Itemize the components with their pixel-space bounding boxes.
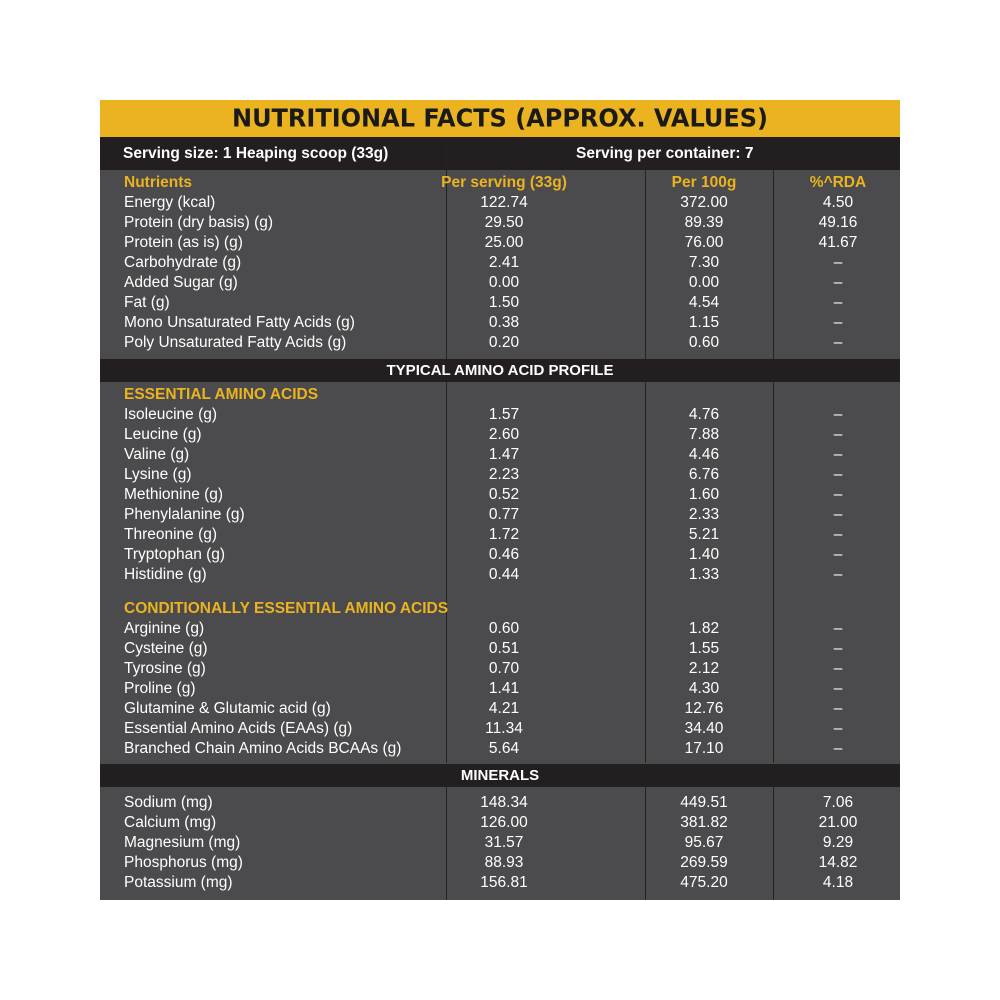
table-row [100,445,900,465]
rda-value: 4.50 [822,194,854,211]
rda-value: – [833,740,843,757]
table-row [100,525,900,545]
table-row [100,465,900,485]
per-serving-value: 1.57 [488,406,520,423]
rda-value: – [833,294,843,311]
per-100g-value: 0.60 [688,334,720,351]
per-serving-column-header: Per serving (33g) [441,174,567,191]
rda-value: – [833,314,843,331]
nutrient-name: Magnesium (mg) [124,834,241,851]
table-row [100,545,900,565]
table-row [100,813,900,833]
table-row [100,619,900,639]
nutrients-column-header: Nutrients [124,174,193,191]
nutrient-name: Protein (as is) (g) [124,234,243,251]
per-serving-value: 0.44 [488,566,520,583]
page-title: NUTRITIONAL FACTS (APPROX. VALUES) [100,100,900,138]
table-row [100,833,900,853]
per-100g-value: 4.30 [688,680,720,697]
per-serving-value: 122.74 [480,194,528,211]
serving-info-bar [100,137,900,170]
rda-value: – [833,700,843,717]
rda-value: – [833,406,843,423]
conditional-amino-acids-heading: CONDITIONALLY ESSENTIAL AMINO ACIDS [124,600,449,617]
minerals-section-bar: MINERALS [100,764,900,787]
table-row [100,273,900,293]
nutrient-name: Histidine (g) [124,566,207,583]
nutrient-name: Leucine (g) [124,426,202,443]
rda-value: – [833,620,843,637]
per-100g-value: 1.33 [688,566,720,583]
table-row [100,719,900,739]
table-row [100,253,900,273]
rda-value: – [833,486,843,503]
table-row [100,659,900,679]
table-row [100,699,900,719]
per-100g-value: 449.51 [680,794,728,811]
table-row [100,739,900,759]
rda-value: – [833,660,843,677]
per-serving-value: 156.81 [480,874,528,891]
rda-value: – [833,466,843,483]
per-serving-value: 2.41 [488,254,520,271]
per-serving-value: 1.41 [488,680,520,697]
rda-value: 49.16 [818,214,858,231]
per-serving-value: 1.47 [488,446,520,463]
table-row [100,313,900,333]
per-100g-value: 6.76 [688,466,720,483]
rda-value: 9.29 [822,834,854,851]
rda-value: – [833,566,843,583]
per-serving-value: 0.52 [488,486,520,503]
rda-value: 7.06 [822,794,854,811]
table-row [100,333,900,353]
per-100g-value: 1.40 [688,546,720,563]
rda-value: – [833,720,843,737]
per-100g-value: 4.54 [688,294,720,311]
nutrient-name: Phenylalanine (g) [124,506,245,523]
per-100g-value: 17.10 [684,740,724,757]
per-100g-value: 76.00 [684,234,724,251]
rda-value: – [833,680,843,697]
per-serving-value: 0.00 [488,274,520,291]
rda-value: – [833,526,843,543]
nutrient-name: Proline (g) [124,680,196,697]
table-row [100,233,900,253]
nutrient-name: Valine (g) [124,446,190,463]
table-row [100,793,900,813]
per-serving-value: 29.50 [484,214,524,231]
nutrient-name: Added Sugar (g) [124,274,238,291]
rda-value: – [833,254,843,271]
per-100g-value: 7.30 [688,254,720,271]
nutrient-name: Protein (dry basis) (g) [124,214,274,231]
column-divider [446,137,447,170]
per-100g-value: 4.46 [688,446,720,463]
nutrient-name: Isoleucine (g) [124,406,218,423]
per-100g-value: 0.00 [688,274,720,291]
per-serving-value: 0.60 [488,620,520,637]
rda-value: 41.67 [818,234,858,251]
per-100g-value: 2.12 [688,660,720,677]
per-100g-value: 1.60 [688,486,720,503]
nutrient-name: Tyrosine (g) [124,660,206,677]
per-100g-value: 5.21 [688,526,720,543]
rda-value: – [833,446,843,463]
per-serving-value: 88.93 [484,854,524,871]
nutrient-name: Phosphorus (mg) [124,854,243,871]
per-100g-value: 7.88 [688,426,720,443]
per-100g-value: 2.33 [688,506,720,523]
nutrient-name: Essential Amino Acids (EAAs) (g) [124,720,353,737]
table-row [100,213,900,233]
per-100g-value: 95.67 [684,834,724,851]
rda-value: – [833,334,843,351]
table-row [100,485,900,505]
per-100g-value: 269.59 [680,854,728,871]
table-row [100,679,900,699]
serving-size: Serving size: 1 Heaping scoop (33g) [123,145,389,162]
table-row [100,639,900,659]
per-100g-value: 89.39 [684,214,724,231]
nutrient-name: Fat (g) [124,294,170,311]
per-serving-value: 126.00 [480,814,528,831]
nutrient-name: Lysine (g) [124,466,192,483]
rda-value: 4.18 [822,874,854,891]
essential-amino-acids-heading: ESSENTIAL AMINO ACIDS [124,386,319,403]
serving-per-container: Serving per container: 7 [576,145,754,162]
per-serving-value: 2.60 [488,426,520,443]
nutrient-name: Poly Unsaturated Fatty Acids (g) [124,334,347,351]
per-100g-value: 1.55 [688,640,720,657]
rda-value: 21.00 [818,814,858,831]
per-serving-value: 1.50 [488,294,520,311]
per-serving-value: 2.23 [488,466,520,483]
per-serving-value: 0.46 [488,546,520,563]
per-100g-value: 12.76 [684,700,724,717]
rda-value: – [833,546,843,563]
table-row [100,405,900,425]
per-100g-column-header: Per 100g [671,174,737,191]
rda-value: – [833,640,843,657]
per-serving-value: 11.34 [485,720,523,737]
per-100g-value: 1.82 [688,620,720,637]
nutrients-header-row [100,173,900,193]
table-row [100,853,900,873]
nutrient-name: Mono Unsaturated Fatty Acids (g) [124,314,355,331]
per-serving-value: 25.00 [484,234,524,251]
nutrient-name: Calcium (mg) [124,814,217,831]
per-100g-value: 381.82 [680,814,728,831]
per-serving-value: 0.51 [488,640,520,657]
per-serving-value: 0.77 [488,506,520,523]
nutrient-name: Carbohydrate (g) [124,254,242,271]
table-row [100,193,900,213]
rda-value: – [833,274,843,291]
nutrient-name: Arginine (g) [124,620,205,637]
per-100g-value: 4.76 [688,406,720,423]
nutrient-name: Branched Chain Amino Acids BCAAs (g) [124,740,402,757]
per-serving-value: 1.72 [488,526,520,543]
per-serving-value: 0.70 [488,660,520,677]
nutrient-name: Sodium (mg) [124,794,213,811]
per-serving-value: 31.57 [484,834,524,851]
nutrient-name: Potassium (mg) [124,874,233,891]
per-serving-value: 5.64 [488,740,520,757]
per-100g-value: 1.15 [688,314,720,331]
nutrient-name: Glutamine & Glutamic acid (g) [124,700,331,717]
nutrient-name: Tryptophan (g) [124,546,226,563]
table-row [100,565,900,585]
nutrition-facts-panel [100,100,900,900]
per-serving-value: 0.20 [488,334,520,351]
nutrient-name: Threonine (g) [124,526,218,543]
amino-acid-section-bar: TYPICAL AMINO ACID PROFILE [100,359,900,382]
per-serving-value: 0.38 [488,314,520,331]
table-row [100,425,900,445]
table-row [100,505,900,525]
per-serving-value: 148.34 [480,794,528,811]
rda-column-header: %^RDA [809,174,867,191]
per-100g-value: 34.40 [684,720,724,737]
rda-value: 14.82 [818,854,858,871]
per-100g-value: 372.00 [680,194,728,211]
per-100g-value: 475.20 [680,874,728,891]
rda-value: – [833,426,843,443]
per-serving-value: 4.21 [488,700,520,717]
table-row [100,873,900,893]
nutrient-name: Methionine (g) [124,486,224,503]
nutrient-name: Energy (kcal) [124,194,216,211]
nutrient-name: Cysteine (g) [124,640,208,657]
rda-value: – [833,506,843,523]
table-row [100,293,900,313]
